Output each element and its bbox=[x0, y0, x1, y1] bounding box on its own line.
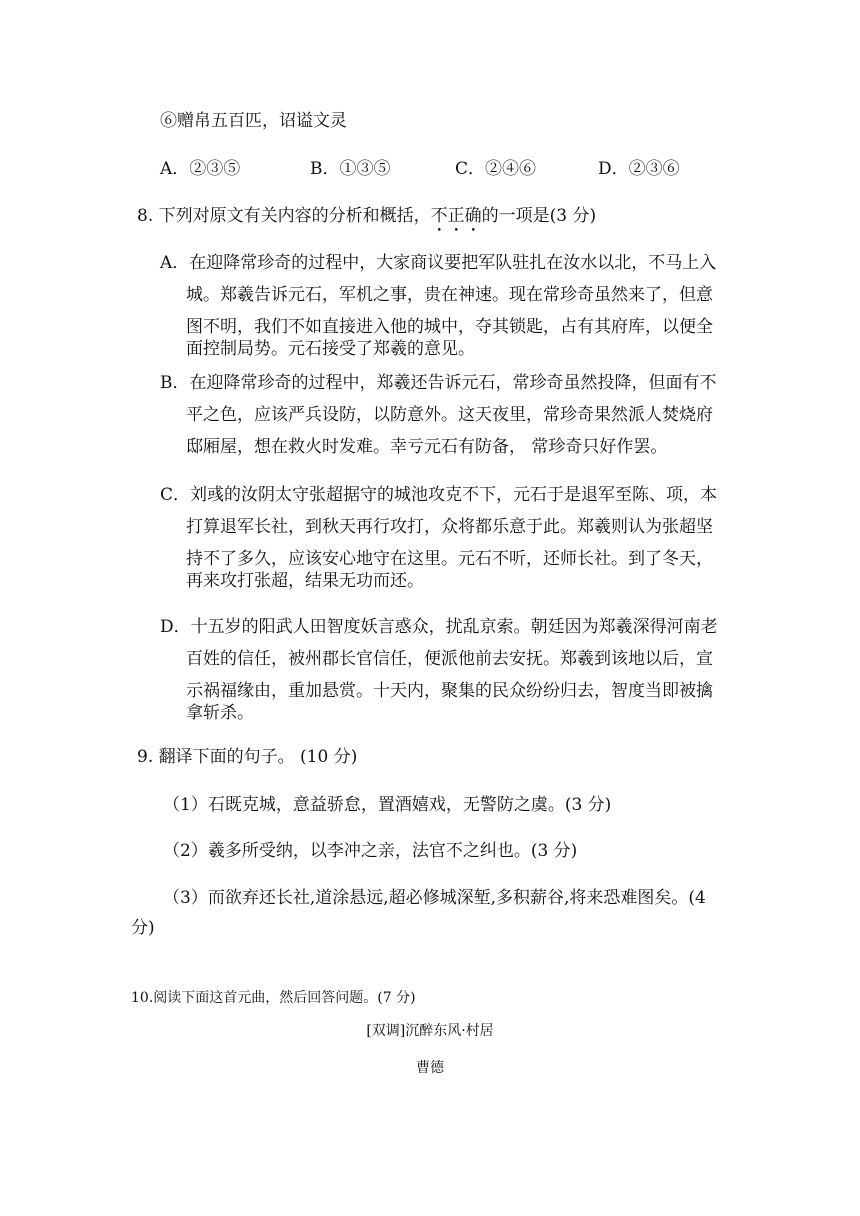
q8-option-c-line-4: 再来攻打张超，结果无功而还。 bbox=[186, 571, 424, 591]
q8-option-a-line-1: A．在迎降常珍奇的过程中，大家商议要把军队驻扎在汝水以北，不马上入 bbox=[160, 253, 717, 273]
q9-sentence-2: （2）羲多所受纳，以李冲之亲，法官不之纠也。(3 分) bbox=[163, 841, 578, 861]
q8-option-b-line-2: 平之色，应该严兵设防，以防意外。这天夜里，常珍奇果然派人焚烧府 bbox=[186, 405, 713, 425]
q8-option-c-line-2: 打算退军长社，到秋天再行攻打，众将都乐意于此。郑羲则认为张超坚 bbox=[186, 517, 713, 537]
q9-title: 9. 翻译下面的句子。 (10 分) bbox=[137, 747, 358, 767]
q8-option-b-line-1: B．在迎降常珍奇的过程中，郑羲还告诉元石，常珍奇虽然投降，但面有不 bbox=[160, 373, 717, 393]
poem-author: 曹德 bbox=[416, 1060, 444, 1076]
q8-option-a-line-2: 城。郑羲告诉元石，军机之事，贵在神速。现在常珍奇虽然来了，但意 bbox=[186, 285, 713, 305]
q7-option-a: A．②③⑤ bbox=[160, 159, 241, 179]
q7-option-b: B．①③⑤ bbox=[310, 159, 391, 179]
q8-option-a-line-3: 图不明，我们不如直接进入他的城中，夺其锁匙，占有其府库，以便全 bbox=[186, 317, 713, 337]
q7-option-d: D．②③⑥ bbox=[598, 159, 680, 179]
q10-title: 10.阅读下面这首元曲，然后回答问题。(7 分) bbox=[131, 990, 416, 1006]
q8-option-c-line-3: 持不了多久，应该安心地守在这里。元石不听，还师长社。到了冬天， bbox=[186, 549, 713, 569]
item-6-text: ⑥赠帛五百匹，诏谥文灵 bbox=[160, 111, 347, 131]
q7-option-c: C．②④⑥ bbox=[455, 159, 537, 179]
q8-option-d-line-4: 拿斩杀。 bbox=[186, 703, 254, 723]
q8-option-a-line-4: 面控制局势。元石接受了郑羲的意见。 bbox=[186, 339, 475, 359]
poem-title: [双调]沉醉东风·村居 bbox=[366, 1023, 494, 1039]
q8-prefix: 8. 下列对原文有关内容的分析和概括， bbox=[137, 206, 431, 226]
q8-question bbox=[137, 206, 596, 236]
q8-option-d-line-1: D．十五岁的阳武人田智度妖言惑众，扰乱京索。朝廷因为郑羲深得河南老 bbox=[160, 617, 718, 637]
q9-sentence-3-line-1: （3）而欲弃还长社,道涂悬远,超必修城深堑,多积薪谷,将来恐难图矣。(4 bbox=[163, 888, 706, 908]
q8-option-b-line-3: 邸厢屋，想在救火时发难。幸亏元石有防备， 常珍奇只好作罢。 bbox=[186, 437, 668, 457]
q9-sentence-3-line-2: 分) bbox=[131, 918, 155, 938]
q8-suffix: 的一项是(3 分) bbox=[481, 206, 597, 226]
q8-option-d-line-2: 百姓的信任，被州郡长官信任，便派他前去安抚。郑羲到该地以后，宣 bbox=[186, 649, 713, 669]
q8-option-c-line-1: C．刘彧的汝阴太守张超据守的城池攻克不下，元石于是退军至陈、项，本 bbox=[160, 485, 718, 505]
q9-sentence-1: （1）石既克城，意益骄怠，置酒嬉戏，无警防之虞。(3 分) bbox=[163, 795, 612, 815]
q8-emphasis: 不正确 bbox=[430, 206, 482, 226]
q8-option-d-line-3: 示祸福缘由，重加悬赏。十天内，聚集的民众纷纷归去，智度当即被擒 bbox=[186, 681, 713, 701]
